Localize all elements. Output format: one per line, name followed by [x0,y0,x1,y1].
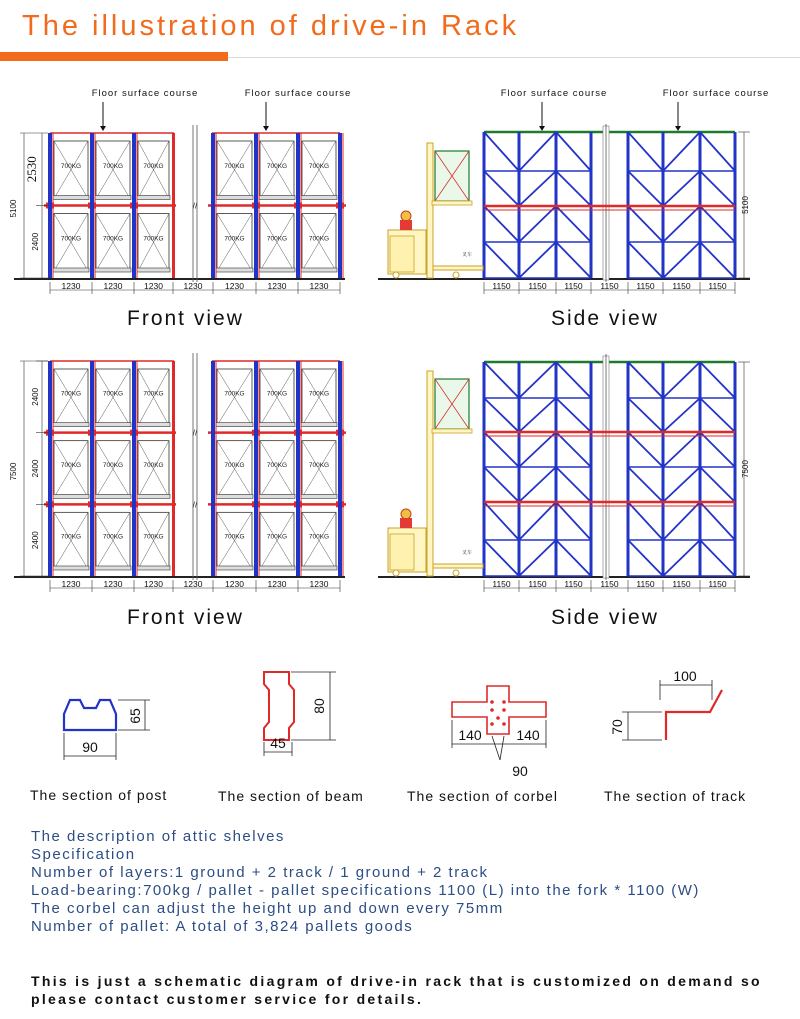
bay-width-label: 1230 [309,579,329,589]
forklift-wheel [453,272,459,278]
floor-course-label: Floor surface course [662,88,770,99]
pallet-base [95,423,131,427]
arrow-head [539,126,545,131]
track-section-label: The section of track [604,788,747,804]
track-width-label: 100 [673,668,697,684]
break-mark: // [192,500,198,510]
operator-head [401,509,411,519]
pallet-base [301,494,337,498]
brace-diagonal [700,132,735,171]
pallet-base [259,196,295,200]
corbel-hole [490,708,494,712]
brace-diagonal [556,171,591,206]
load-label: 700KG [143,162,164,170]
pallet-base [95,268,131,272]
brace-diagonal [628,540,663,576]
description-line: Number of pallet: A total of 3,824 pallets goods [31,918,414,935]
brace-diagonal [519,362,556,398]
load-label: 700KG [143,533,164,541]
post [699,362,702,576]
break-mark: // [192,201,198,211]
bay-width-label: 1150 [672,579,691,589]
brace-diagonal [628,362,663,398]
bay-width-label: 1150 [528,579,547,589]
pallet-base [216,494,253,498]
bay-width-label: 1150 [708,281,727,291]
total-height-label: 5100 [9,199,18,218]
brace-diagonal [628,206,663,242]
load-label: 700KG [102,162,124,170]
total-height-label: 7500 [741,460,750,478]
forklift-label: 叉车 [461,550,473,556]
brace-diagonal [519,467,556,502]
brace-diagonal [556,132,591,171]
arrow-head [263,126,269,131]
brace-diagonal [484,362,519,398]
brace-diagonal [484,206,519,242]
post [338,361,342,576]
bay-width-label: 1230 [61,281,81,291]
corbel-hole [496,716,500,720]
brace-diagonal [484,398,519,432]
pallet-base [53,566,89,570]
pallet-base [137,566,170,570]
load-label: 700KG [102,533,124,541]
brace-diagonal [484,171,519,206]
bay-width-label: 1230 [103,281,123,291]
load-label: 700KG [224,533,245,541]
brace-diagonal [484,132,519,171]
beam-section-label: The section of beam [218,788,364,804]
pallet-base [137,494,170,498]
brace-diagonal [663,171,700,206]
corbel-hole [502,722,506,726]
forklift-fork [433,266,483,270]
load-label: 700KG [102,235,124,243]
pallet-base [53,423,89,427]
forklift-mast [427,371,433,576]
brace-diagonal [700,540,735,576]
brace-diagonal [700,362,735,398]
pallet-base [432,429,472,433]
pallet-base [301,268,337,272]
beam-width-label: 45 [270,735,286,751]
leader-line [492,736,500,760]
post [254,133,258,278]
brace-diagonal [628,502,663,540]
bay-width-label: 1230 [103,579,123,589]
load-label: 700KG [143,462,164,469]
bay-width-label: 1230 [61,579,81,589]
brace-diagonal [519,206,556,242]
load-label: 700KG [143,235,164,243]
brace-diagonal [700,242,735,278]
operator-body [400,518,412,528]
corbel-hole [490,722,494,726]
bay-width-label: 1150 [492,281,511,291]
pallet-base [137,423,170,427]
post [734,362,737,576]
bay-width-label: 1150 [708,579,727,589]
break-mark: // [192,428,198,438]
brace-diagonal [519,432,556,467]
brace-diagonal [663,206,700,242]
description-line: Specification [31,846,136,863]
corbel-hole [502,708,506,712]
load-label: 700KG [308,533,330,541]
forklift-fork [433,564,483,568]
load-label: 700KG [60,162,82,170]
pallet-base [301,423,337,427]
brace-diagonal [628,132,663,171]
disclaimer-note: This is just a schematic diagram of drive-in rack that is customized on demand so please contact customer service for details. [31,973,762,1007]
post [296,361,300,576]
floor-course-label: Floor surface course [244,88,352,99]
load-label: 700KG [60,462,82,469]
pallet-base [259,268,295,272]
side-view-label-bottom: Side view [551,606,659,629]
side-view-label-top: Side view [551,307,659,330]
brace-diagonal [663,540,700,576]
layer-height-label: 2400 [31,387,40,406]
brace-diagonal [484,540,519,576]
post [338,133,342,278]
brace-diagonal [700,206,735,242]
load-label: 700KG [224,390,245,398]
bay-width-label: 1230 [267,281,287,291]
brace-diagonal [663,242,700,278]
brace-diagonal [628,242,663,278]
track-section-shape [666,690,722,740]
brace-diagonal [700,398,735,432]
brace-diagonal [663,502,700,540]
post [90,133,94,278]
pallet-base [95,566,131,570]
post [211,361,215,576]
brace-diagonal [628,398,663,432]
pallet-base [137,196,170,200]
bay-width-label: 1230 [267,579,287,589]
bay-width-label: 1150 [636,281,655,291]
post [627,362,630,576]
load-label: 700KG [308,235,330,243]
description-line: Load-bearing:700kg / pallet - pallet specifications 1100 (L) into the fork * 1100 (W) [31,882,700,899]
brace-diagonal [484,242,519,278]
pallet-base [53,196,89,200]
pallet-base [259,423,295,427]
pallet-base [95,494,131,498]
pallet-base [137,268,170,272]
brace-diagonal [628,171,663,206]
total-height-label: 5100 [741,196,750,214]
front-view-label-bottom: Front view [127,606,244,629]
upper-height-label: 2530 [24,156,39,183]
post [132,133,136,278]
description-line: The corbel can adjust the height up and down every 75mm [31,900,504,917]
layer-height-label: 2400 [31,531,40,550]
leader-line [500,736,504,760]
corbel-hole [502,700,506,704]
forklift-label: 叉车 [461,252,473,258]
corbel-right-label: 140 [516,727,540,743]
beam-height-label: 80 [311,698,327,714]
brace-diagonal [556,362,591,398]
brace-diagonal [556,502,591,540]
post-height-label: 65 [127,708,143,724]
load-label: 700KG [266,390,288,398]
post [48,361,52,576]
arrow-head [100,126,106,131]
description-block [31,828,776,936]
arrow-head [675,126,681,131]
bay-width-label: 1230 [144,281,163,291]
brace-diagonal [700,432,735,467]
forklift-panel [390,236,414,272]
layer-height-label: 2400 [31,459,40,478]
forklift-mast [427,143,433,278]
brace-diagonal [519,132,556,171]
post [296,133,300,278]
brace-diagonal [663,362,700,398]
bay-width-label: 1230 [183,281,203,291]
brace-diagonal [700,467,735,502]
post [172,361,175,576]
bay-width-label: 1150 [564,281,583,291]
post [590,362,593,576]
brace-diagonal [628,467,663,502]
bay-width-label: 1230 [144,579,163,589]
load-label: 700KG [308,390,330,398]
pallet-base [216,423,253,427]
corbel-hole [490,700,494,704]
brace-diagonal [556,206,591,242]
load-label: 700KG [224,235,245,243]
corbel-bottom-label: 90 [512,763,528,779]
brace-diagonal [556,467,591,502]
bay-width-label: 1150 [600,281,619,291]
pallet-base [432,201,472,205]
post [518,362,521,576]
post [555,362,558,576]
pallet-base [216,566,253,570]
load-label: 700KG [143,390,164,398]
pallet-base [259,566,295,570]
brace-diagonal [519,398,556,432]
post [48,133,52,278]
load-label: 700KG [102,462,124,469]
brace-diagonal [663,467,700,502]
operator-head [401,211,411,221]
bay-width-label: 1230 [183,579,203,589]
pallet-base [95,196,131,200]
bay-width-label: 1150 [528,281,547,291]
corbel-left-label: 140 [458,727,482,743]
operator-body [400,220,412,230]
bay-width-label: 1150 [492,579,511,589]
bay-width-label: 1150 [636,579,655,589]
pallet-base [216,196,253,200]
forklift-wheel [393,272,399,278]
brace-diagonal [556,398,591,432]
brace-diagonal [519,242,556,278]
bay-width-label: 1230 [309,281,329,291]
brace-diagonal [700,502,735,540]
forklift-panel [390,534,414,570]
lower-height-label: 2400 [31,232,40,251]
forklift-wheel [453,570,459,576]
brace-diagonal [700,171,735,206]
pallet-base [216,268,253,272]
post [90,361,94,576]
brace-diagonal [556,432,591,467]
post [662,362,665,576]
brace-diagonal [519,171,556,206]
load-label: 700KG [266,162,288,170]
post-section-shape [64,700,116,730]
load-label: 700KG [224,162,245,170]
load-label: 700KG [266,235,288,243]
load-label: 700KG [266,462,288,469]
brace-diagonal [556,540,591,576]
post [483,362,486,576]
load-label: 700KG [102,390,124,398]
floor-course-label: Floor surface course [500,88,608,99]
post [211,133,215,278]
post [132,361,136,576]
pallet-base [301,566,337,570]
forklift-wheel [393,570,399,576]
floor-course-label: Floor surface course [91,88,199,99]
post [172,133,175,278]
bay-width-label: 1230 [225,281,244,291]
front-view-label-top: Front view [127,307,244,330]
load-label: 700KG [60,235,82,243]
pallet-base [259,494,295,498]
load-label: 700KG [224,462,245,469]
brace-diagonal [519,502,556,540]
bay-width-label: 1150 [564,579,583,589]
pallet-base [53,268,89,272]
beam-section-shape [264,672,294,740]
load-label: 700KG [266,533,288,541]
brace-diagonal [628,432,663,467]
brace-diagonal [484,432,519,467]
bay-width-label: 1150 [672,281,691,291]
post [254,361,258,576]
brace-diagonal [663,432,700,467]
bay-width-label: 1150 [600,579,619,589]
description-line: Number of layers:1 ground + 2 track / 1 ground + 2 track [31,864,489,881]
brace-diagonal [484,502,519,540]
post-width-label: 90 [82,739,98,755]
brace-diagonal [663,132,700,171]
brace-diagonal [519,540,556,576]
pallet-base [301,196,337,200]
description-line: The description of attic shelves [31,828,285,845]
track-height-label: 70 [609,719,625,735]
pallet-base [53,494,89,498]
corbel-section-label: The section of corbel [407,788,558,804]
post-section-label: The section of post [30,787,168,803]
brace-diagonal [663,398,700,432]
load-label: 700KG [60,390,82,398]
brace-diagonal [484,467,519,502]
total-height-label: 7500 [9,462,18,481]
brace-diagonal [556,242,591,278]
load-label: 700KG [60,533,82,541]
load-label: 700KG [308,462,330,469]
load-label: 700KG [308,162,330,170]
page-title: The illustration of drive-in Rack [22,10,520,42]
bay-width-label: 1230 [225,579,244,589]
